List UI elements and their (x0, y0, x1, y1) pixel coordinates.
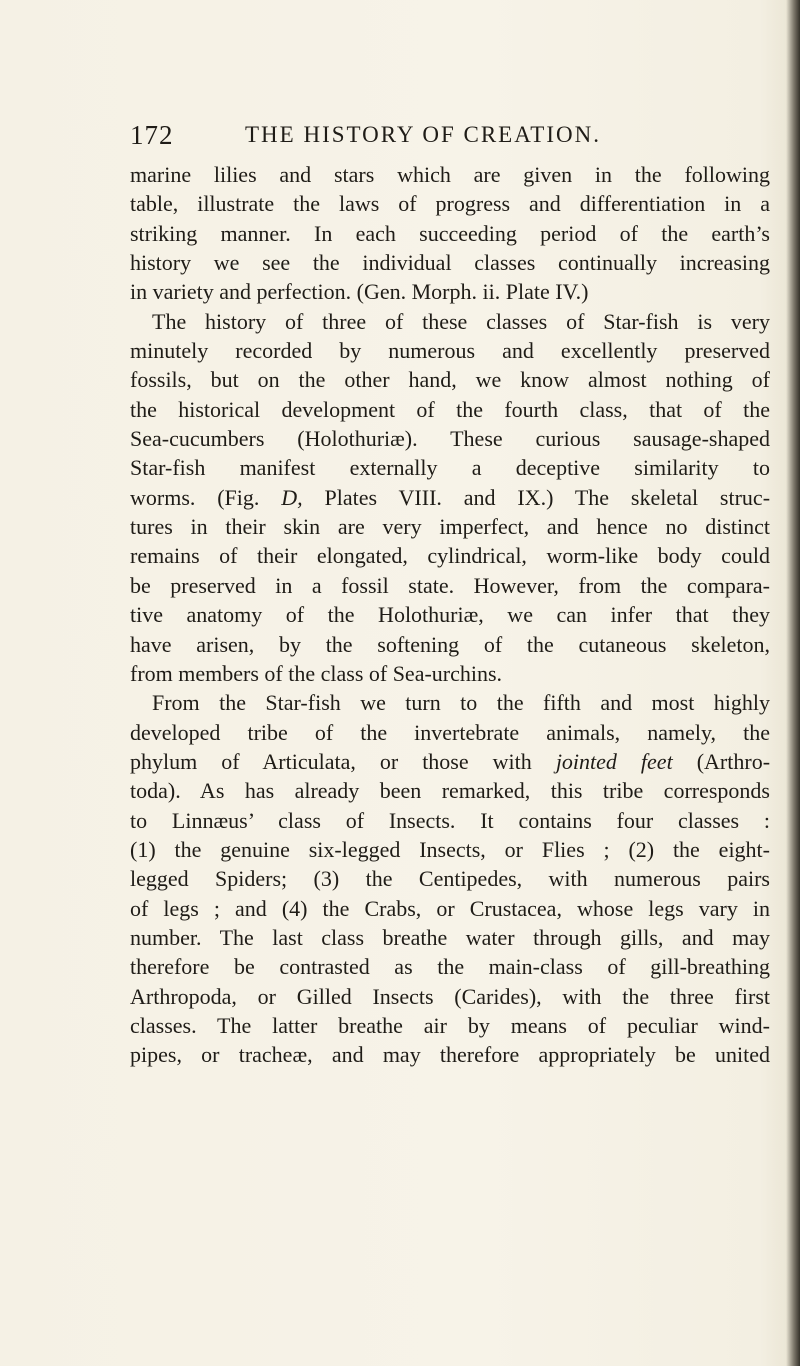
text-line: number. The last class breathe water through gills, and may (130, 924, 770, 950)
text-line: of legs ; and (4) the Crabs, or Crustacea, whose legs vary in (130, 895, 770, 921)
text-line: The history of three of these classes of Star-fish is very (152, 308, 770, 334)
page-edge-shadow (786, 0, 800, 1366)
text-line (130, 483, 770, 512)
text-run: worms. (Fig. (130, 484, 260, 510)
body-text (130, 160, 770, 1070)
text-line: From the Star-fish we turn to the fifth and most highly (152, 690, 770, 716)
running-title: THE HISTORY OF CREATION. (245, 122, 601, 147)
text-line: remains of their elongated, cylindrical, worm-like body could (130, 543, 770, 569)
text-line: Star-fish manifest externally a deceptive similarity to (130, 455, 770, 481)
text-line (130, 747, 770, 776)
text-line: developed tribe of the invertebrate animals, namely, the (130, 719, 770, 745)
text-line: the historical development of the fourth class, that of the (130, 396, 770, 422)
text-line: pipes, or tracheæ, and may therefore appropriately be united (130, 1042, 770, 1068)
page-header (130, 120, 770, 160)
text-run: phylum of Articulata, or those with (130, 748, 532, 774)
text-line: striking manner. In each succeeding period of the earth’s (130, 220, 770, 246)
text-line: have arisen, by the softening of the cutaneous skeleton, (130, 631, 770, 657)
text-run: (Arthro- (696, 748, 771, 774)
text-run: Plates VIII. and IX.) The skeletal struc- (324, 484, 771, 510)
text-line: to Linnæus’ class of Insects. It contains four classes : (130, 807, 770, 833)
text-line: toda). As has already been remarked, this tribe corresponds (130, 778, 770, 804)
text-line: history we see the individual classes continually increasing (130, 250, 770, 276)
text-line: table, illustrate the laws of progress and differentiation in a (130, 191, 770, 217)
text-line: marine lilies and stars which are given in the following (130, 162, 770, 187)
text-line: from members of the class of Sea-urchins. (130, 660, 503, 686)
italic-term: jointed feet (555, 748, 673, 774)
text-line: therefore be contrasted as the main-class of gill-breathing (130, 954, 770, 980)
text-line: tive anatomy of the Holothuriæ, we can infer that they (130, 602, 770, 628)
text-line: minutely recorded by numerous and excellently preserved (130, 338, 770, 364)
text-line: Arthropoda, or Gilled Insects (Carides), with the three first (130, 983, 770, 1009)
text-line: classes. The latter breathe air by means of peculiar wind- (130, 1012, 770, 1038)
page-number: 172 (130, 120, 174, 150)
text-line: fossils, but on the other hand, we know almost nothing of (130, 367, 770, 393)
text-line: legged Spiders; (3) the Centipedes, with numerous pairs (130, 866, 770, 892)
text-line: be preserved in a fossil state. However, from the compara- (130, 572, 770, 598)
figure-label: D, (281, 484, 303, 510)
text-line: tures in their skin are very imperfect, and hence no distinct (130, 514, 770, 540)
text-line: Sea-cucumbers (Holothuriæ). These curious sausage-shaped (130, 426, 770, 452)
text-line: in variety and perfection. (Gen. Morph. ii. Plate IV.) (130, 279, 589, 305)
text-line: (1) the genuine six-legged Insects, or Flies ; (2) the eight- (130, 836, 770, 862)
